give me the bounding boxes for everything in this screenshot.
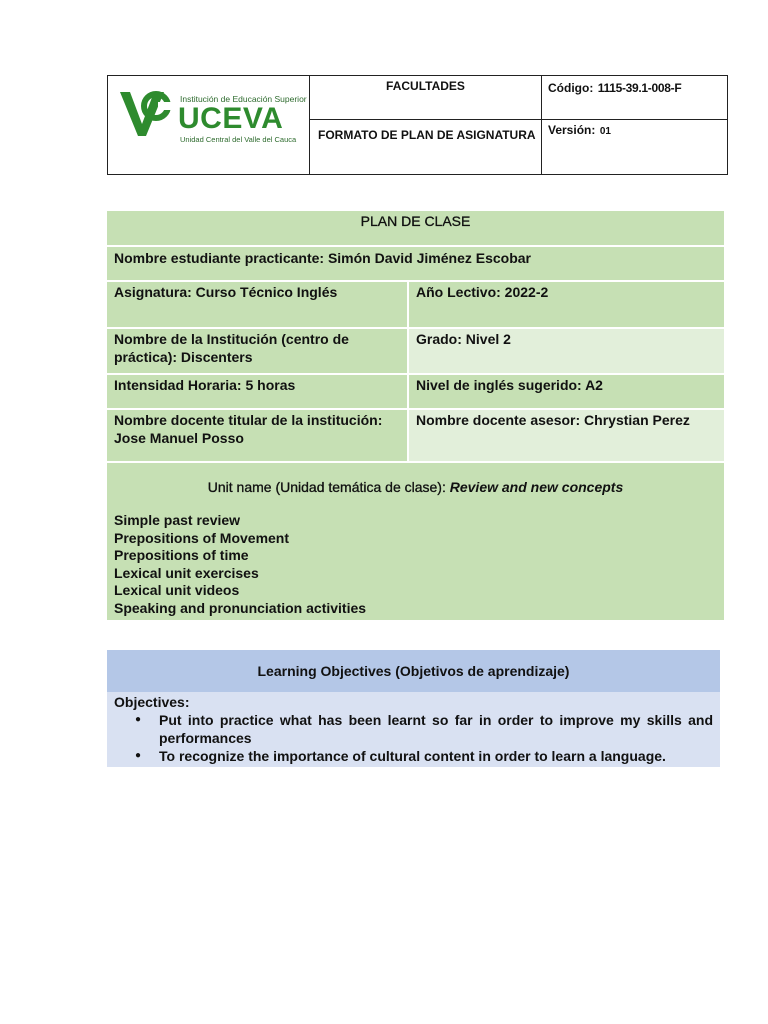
topic-item: Lexical unit exercises <box>114 564 259 581</box>
formato-label: FORMATO DE PLAN DE ASIGNATURA <box>318 128 536 142</box>
facultades-cell <box>310 76 542 120</box>
topic-item: Lexical unit videos <box>114 582 240 599</box>
version-value: 01 <box>599 126 611 137</box>
anio-cell: Año Lectivo: 2022-2 <box>407 280 724 327</box>
document-header <box>107 75 728 175</box>
plan-title: PLAN DE CLASE <box>107 211 724 245</box>
plan-table <box>107 211 724 620</box>
codigo-value: 1115-39.1-008-F <box>597 81 682 95</box>
objectives-body <box>107 692 720 767</box>
objectives-list <box>114 711 713 765</box>
unit-name: Review and new concepts <box>449 479 624 495</box>
intensidad-cell: Intensidad Horaria: 5 horas <box>107 373 407 408</box>
docente-asesor-cell: Nombre docente asesor: Chrystian Perez <box>407 408 724 461</box>
uceva-logo-icon <box>114 84 178 144</box>
nivel-ingles-cell: Nivel de inglés sugerido: A2 <box>407 373 724 408</box>
objective-item: ● To recognize the importance of cultural content in order to learn a language. <box>159 747 713 765</box>
version-label: Versión: <box>548 123 596 137</box>
objective-item: ● Put into practice what has been learnt so far in order to improve my skills and performances <box>159 711 713 747</box>
topic-item: Simple past review <box>114 512 241 528</box>
logo-brand: UCEVA <box>178 102 284 135</box>
formato-cell <box>310 120 542 174</box>
logo-cell <box>108 76 310 174</box>
institucion-cell: Nombre de la Institución (centro de práctica): Discenters <box>107 327 407 373</box>
unit-label: Unit name (Unidad temática de clase): <box>207 479 446 495</box>
logo-subtitle: Unidad Central del Valle del Cauca <box>180 135 297 144</box>
asignatura-cell: Asignatura: Curso Técnico Inglés <box>107 280 407 327</box>
unit-heading <box>114 478 717 496</box>
codigo-cell <box>542 76 727 120</box>
topic-item: Speaking and pronunciation activities <box>114 599 367 616</box>
topic-item: Prepositions of time <box>114 547 249 564</box>
objectives-table <box>107 650 720 767</box>
facultades-label: FACULTADES <box>386 79 465 93</box>
objectives-label: Objectives: <box>114 694 190 710</box>
version-cell <box>542 120 727 174</box>
topic-list <box>114 512 717 618</box>
unit-section <box>107 461 724 620</box>
student-row: Nombre estudiante practicante: Simón David Jiménez Escobar <box>107 245 724 280</box>
docente-titular-cell: Nombre docente titular de la institución: Jose Manuel Posso <box>107 408 407 461</box>
codigo-label: Código: <box>548 81 594 95</box>
objectives-title: Learning Objectives (Objetivos de aprendizaje) <box>107 650 720 692</box>
logo-institution-line: Institución de Educación Superior <box>180 94 307 104</box>
topic-item: Prepositions of Movement <box>114 529 290 546</box>
grado-cell: Grado: Nivel 2 <box>407 327 724 373</box>
